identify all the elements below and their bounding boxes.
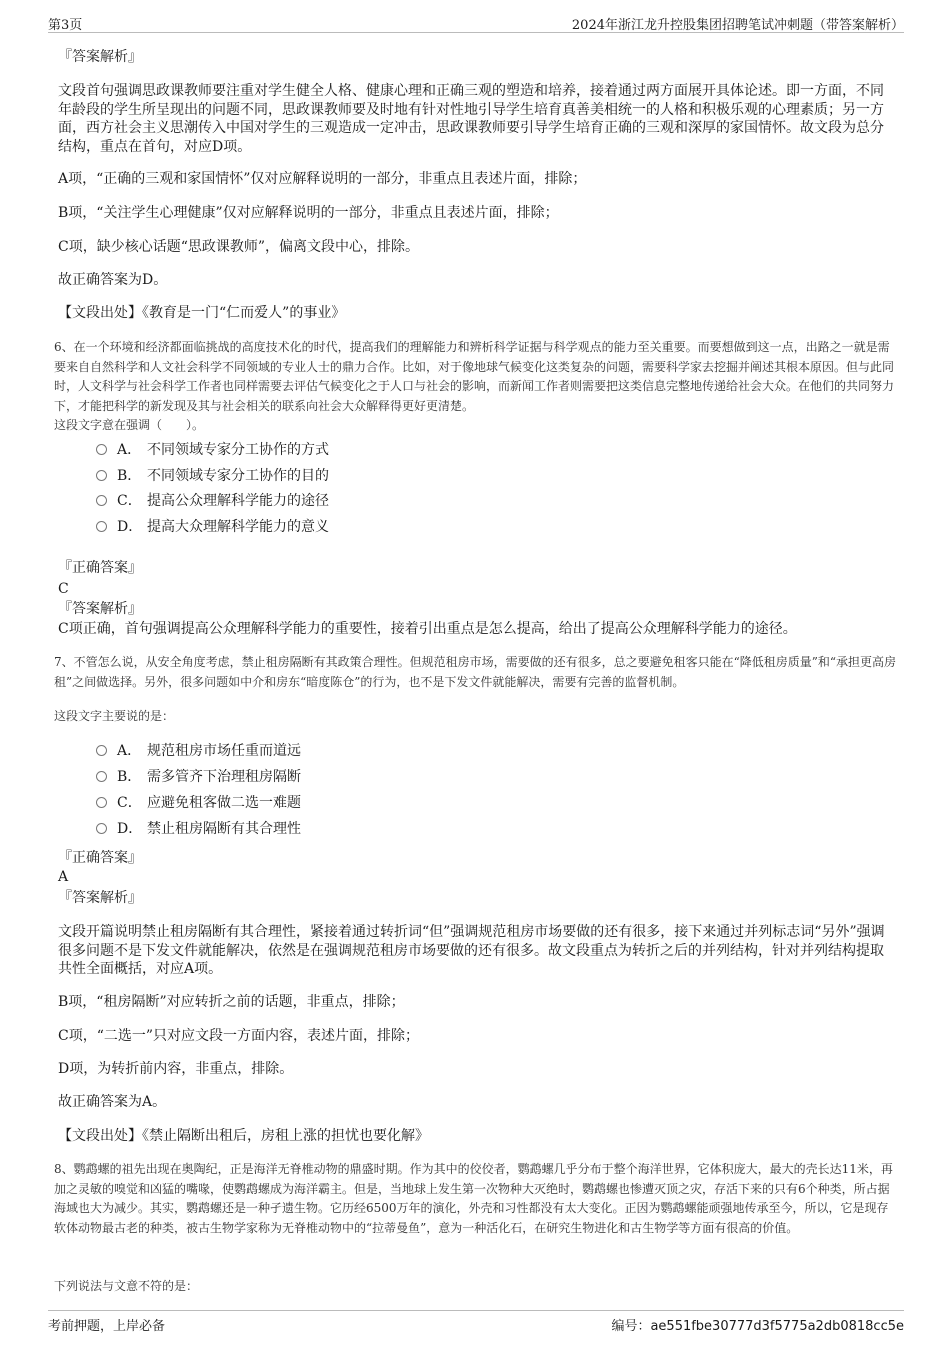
- q5-option-b-note: B项，“关注学生心理健康”仅对应解释说明的一部分，非重点且表述片面，排除；: [58, 205, 559, 221]
- radio-icon[interactable]: [96, 470, 107, 481]
- document-code: 编号：ae551fbe30777d3f5775a2db0818cc5e: [611, 1319, 904, 1334]
- page-header: [48, 12, 904, 33]
- q6-prompt: 这段文字意在强调（ ）。: [54, 418, 205, 432]
- q6-correct-answer: C: [58, 581, 69, 597]
- q5-option-c-note: C项，缺少核心话题“思政课教师”，偏离文段中心，排除。: [58, 239, 420, 255]
- radio-icon[interactable]: [96, 521, 107, 532]
- radio-icon[interactable]: [96, 495, 107, 506]
- footer-slogan: 考前押题，上岸必备: [48, 1319, 166, 1334]
- q7-source: 【文段出处】《禁止隔断出租后，房租上涨的担忧也要化解》: [58, 1128, 429, 1144]
- q7-option-a[interactable]: A． 规范租房市场任重而道远: [96, 741, 301, 761]
- page-footer: [48, 1310, 904, 1333]
- q8-prompt: 下列说法与文意不符的是：: [54, 1279, 199, 1293]
- q5-source: 【文段出处】《教育是一门“仁而爱人”的事业》: [58, 305, 346, 321]
- q7-prompt: 这段文字主要说的是：: [54, 709, 175, 723]
- q7-conclusion: 故正确答案为A。: [58, 1094, 167, 1110]
- q7-analysis-label: 『答案解析』: [58, 890, 142, 906]
- q6-passage: 6、在一个环境和经济都面临挑战的高度技术化的时代，提高我们的理解能力和辨析科学证据与科学观点的能力至关重要。而要想做到这一点，出路之一就是需要来自自然科学和人文社会科学不同领域的专业人士的鼎力合作。比如，对于像地球气候变化这类复杂的问题，需要科学家去挖掘并阐述其根本原因。但与此同时，人文科学与社会科学工作者也同样需要去评估气候变化之于人口与社会的影响，而新闻工作者则需要把这类信息完整地传递给社会大众。在他们的共同努力下，才能把科学的新发现及其与社会相关的联系向社会大众解释得更好更清楚。: [54, 340, 895, 413]
- q5-option-a-note: A项，“正确的三观和家国情怀”仅对应解释说明的一部分，非重点且表述片面，排除；: [58, 171, 587, 187]
- q7-option-c[interactable]: C． 应避免租客做二选一难题: [96, 793, 301, 813]
- radio-icon[interactable]: [96, 771, 107, 782]
- q6-correct-label: 『正确答案』: [58, 560, 142, 576]
- q6-option-b[interactable]: B． 不同领域专家分工协作的目的: [96, 466, 329, 486]
- q5-analysis-text: 文段首句强调思政课教师要注重对学生健全人格、健康心理和正确三观的塑造和培养，接着通过两方面展开具体论述。即一方面，不同年龄段的学生所呈现出的问题不同，思政课教师要及时地有针对性地引导学生培育真善美相统一的人格和积极乐观的心理素质；另一方面，西方社会主义思潮传入中国对学生的三观造成一定冲击，思政课教师要引导学生培育正确的三观和深厚的家国情怀。故文段为总分结构，重点在首句，对应D项。: [58, 83, 884, 155]
- q7-correct-answer: A: [58, 869, 69, 885]
- q5-analysis-label: 『答案解析』: [58, 49, 142, 65]
- q7-option-d-note: D项，为转折前内容，非重点，排除。: [58, 1061, 294, 1077]
- q7-option-d[interactable]: D． 禁止租房隔断有其合理性: [96, 819, 301, 839]
- q6-option-c[interactable]: C． 提高公众理解科学能力的途径: [96, 491, 329, 511]
- q6-option-d[interactable]: D． 提高大众理解科学能力的意义: [96, 517, 329, 537]
- radio-icon[interactable]: [96, 823, 107, 834]
- radio-icon[interactable]: [96, 444, 107, 455]
- q6-analysis-label: 『答案解析』: [58, 601, 142, 617]
- q7-passage: 7、不管怎么说，从安全角度考虑，禁止租房隔断有其政策合理性。但规范租房市场，需要做的还有很多，总之要避免租客只能在“降低租房质量”和“承担更高房租”之间做选择。另外，很多问题如中介和房东“暗度陈仓”的行为，也不是下发文件就能解决，需要有完善的监督机制。: [54, 655, 897, 689]
- document-title: 2024年浙江龙升控股集团招聘笔试冲刺题（带答案解析）: [571, 18, 904, 33]
- q7-analysis-text: 文段开篇说明禁止租房隔断有其合理性，紧接着通过转折词“但”强调规范租房市场要做的还有很多，接下来通过并列标志词“另外”强调很多问题不是下发文件就能解决，依然是在强调规范租房市场要做的还有很多。故文段重点为转折之后的并列结构，针对并列结构提取共性全面概括，对应A项。: [58, 924, 885, 977]
- q7-correct-label: 『正确答案』: [58, 850, 142, 866]
- q6-option-a[interactable]: A． 不同领域专家分工协作的方式: [96, 440, 329, 460]
- q5-conclusion: 故正确答案为D。: [58, 272, 168, 288]
- radio-icon[interactable]: [96, 745, 107, 756]
- q8-passage: 8、鹦鹉螺的祖先出现在奥陶纪，正是海洋无脊椎动物的鼎盛时期。作为其中的佼佼者，鹦鹉螺几乎分布于整个海洋世界，它体积庞大，最大的壳长达11米，再加之灵敏的嗅觉和凶猛的嘴喙，使鹦鹉螺成为海洋霸主。但是，当地球上发生第一次物种大灭绝时，鹦鹉螺也惨遭灭顶之灾，存活下来的只有6个种类，所占据海域也大为减少。其实，鹦鹉螺还是一种孑遗生物。它历经6500万年的演化，外壳和习性都没有太大变化。正因为鹦鹉螺能顽强地传承至今，所以，它是现存软体动物最古老的种类，被古生物学家称为无脊椎动物中的“拉蒂曼鱼”，意为一种活化石，在研究生物进化和古生物学等方面有很高的价值。: [54, 1162, 893, 1235]
- q7-option-c-note: C项，“二选一”只对应文段一方面内容，表述片面，排除；: [58, 1028, 420, 1044]
- q6-analysis-text: C项正确，首句强调提高公众理解科学能力的重要性，接着引出重点是怎么提高，给出了提高公众理解科学能力的途径。: [58, 621, 797, 637]
- q7-option-b[interactable]: B． 需多管齐下治理租房隔断: [96, 767, 301, 787]
- page-number: 第3页: [48, 18, 83, 33]
- radio-icon[interactable]: [96, 797, 107, 808]
- q7-option-b-note: B项，“租房隔断”对应转折之前的话题，非重点，排除；: [58, 994, 405, 1010]
